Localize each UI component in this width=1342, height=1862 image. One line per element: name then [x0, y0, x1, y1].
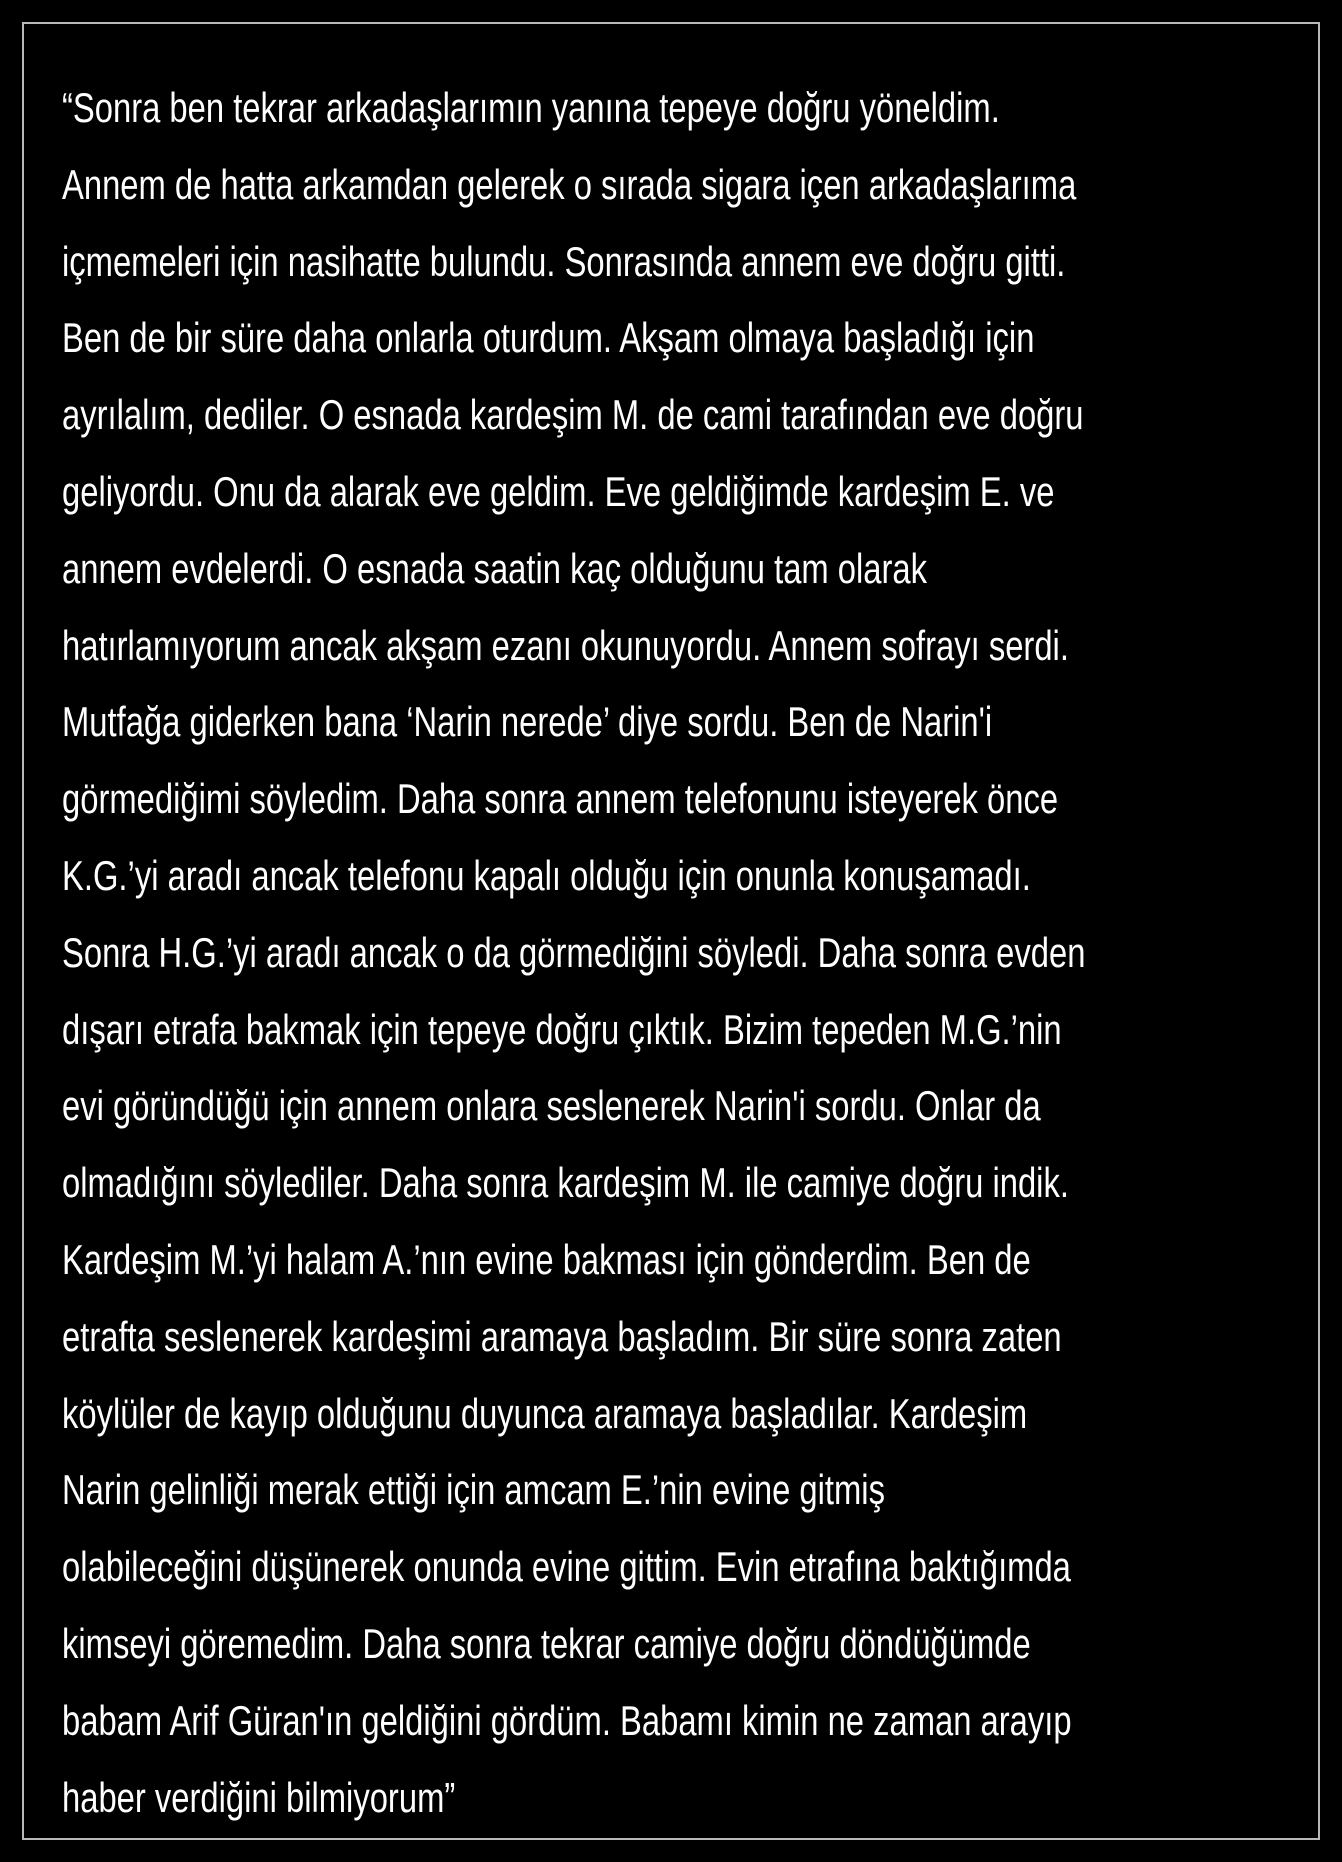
quote-line: Sonra H.G.’yi aradı ancak o da görmediğini söyledi. Daha sonra evden — [62, 928, 1086, 976]
quote-line: olmadığını söylediler. Daha sonra kardeşim M. ile camiye doğru indik. — [62, 1159, 1069, 1207]
quote-line: Ben de bir süre daha onlarla oturdum. Akşam olmaya başladığı için — [62, 314, 1035, 362]
quote-line: Annem de hatta arkamdan gelerek o sırada sigara içen arkadaşlarıma — [62, 160, 1077, 208]
quote-line: dışarı etrafa bakmak için tepeye doğru çıktık. Bizim tepeden M.G.’nin — [62, 1005, 1062, 1053]
quote-line: hatırlamıyorum ancak akşam ezanı okunuyordu. Annem sofrayı serdi. — [62, 621, 1069, 669]
quote-line: geliyordu. Onu da alarak eve geldim. Eve geldiğimde kardeşim E. ve — [62, 467, 1055, 515]
quote-line: K.G.’yi aradı ancak telefonu kapalı olduğu için onunla konuşamadı. — [62, 851, 1031, 899]
quote-line: babam Arif Güran'ın geldiğini gördüm. Babamı kimin ne zaman arayıp — [62, 1696, 1072, 1744]
quote-line: Mutfağa giderken bana ‘Narin nerede’ diye sordu. Ben de Narin'i — [62, 698, 993, 746]
quote-line: Kardeşim M.’yi halam A.’nın evine bakması için gönderdim. Ben de — [62, 1235, 1031, 1283]
quote-line: evi göründüğü için annem onlara seslenerek Narin'i sordu. Onlar da — [62, 1082, 1041, 1130]
quote-line: etrafta seslenerek kardeşimi aramaya başladım. Bir süre sonra zaten — [62, 1312, 1062, 1360]
quote-line: içmemeleri için nasihatte bulundu. Sonrasında annem eve doğru gitti. — [62, 237, 1066, 285]
quote-line: görmediğimi söyledim. Daha sonra annem telefonunu isteyerek önce — [62, 775, 1059, 823]
quote-line: “Sonra ben tekrar arkadaşlarımın yanına tepeye doğru yöneldim. — [62, 84, 1000, 131]
quote-line: köylüler de kayıp olduğunu duyunca aramaya başladılar. Kardeşim — [62, 1389, 1028, 1437]
quote-line: olabileceğini düşünerek onunda evine gittim. Evin etrafına baktığımda — [62, 1543, 1071, 1591]
quote-line: annem evdelerdi. O esnada saatin kaç olduğunu tam olarak — [62, 544, 928, 592]
quote-text — [62, 70, 1292, 1836]
quote-line: kimseyi göremedim. Daha sonra tekrar camiye doğru döndüğümde — [62, 1619, 1031, 1667]
quote-line: Narin gelinliği merak ettiği için amcam E.’nin evine gitmiş — [62, 1466, 885, 1514]
quote-line: ayrılalım, dediler. O esnada kardeşim M. de cami tarafından eve doğru — [62, 391, 1084, 439]
quote-line: haber verdiğini bilmiyorum” — [62, 1773, 456, 1821]
